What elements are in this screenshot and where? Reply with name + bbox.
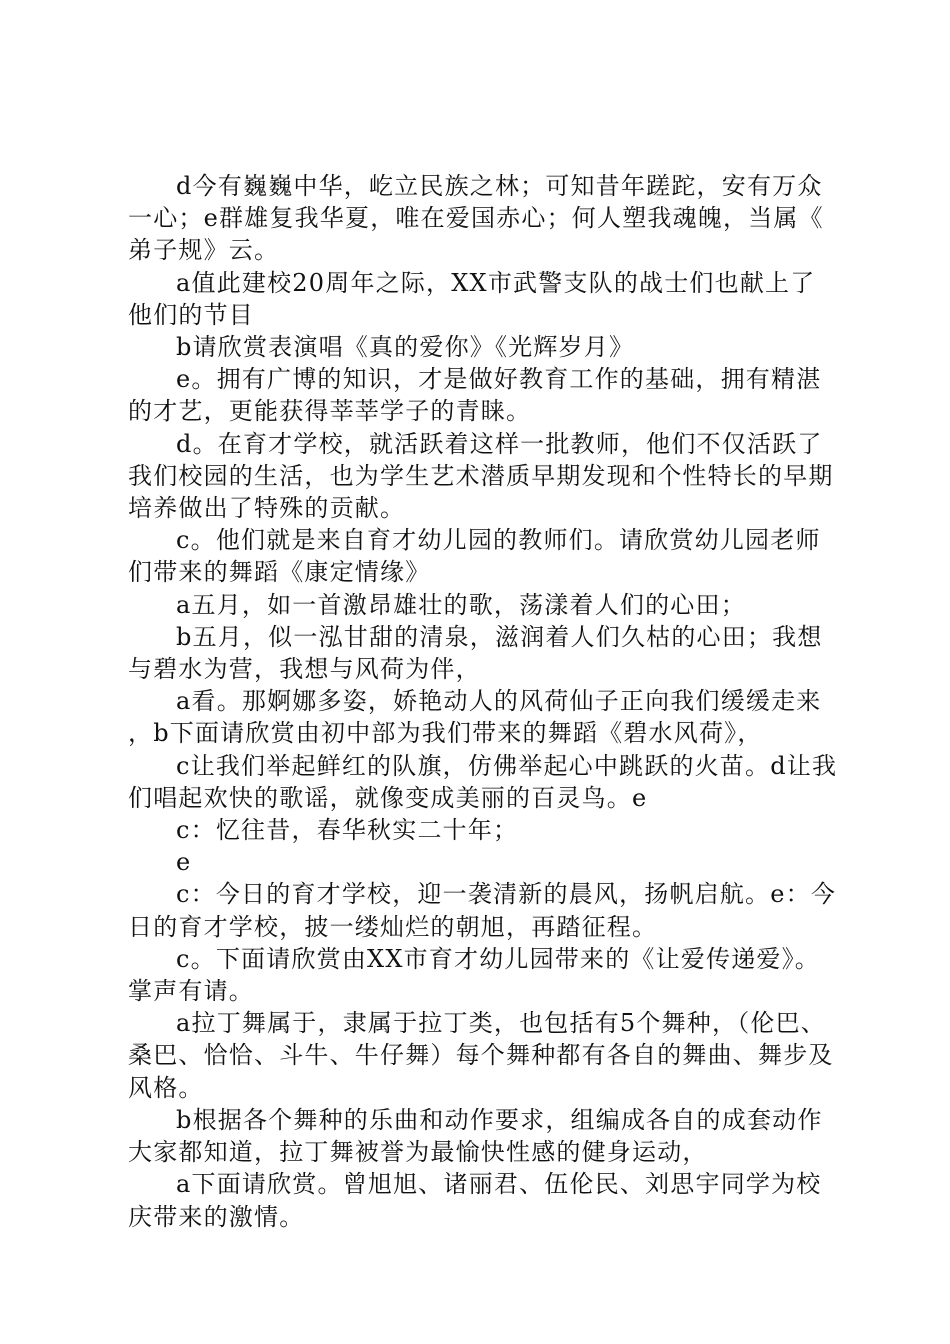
- paragraph: d今有巍巍中华，屹立民族之林；可知昔年蹉跎，安有万众一心；e群雄复我华夏，唯在爱国赤心；何人塑我魂魄，当属《弟子规》云。: [128, 172, 824, 265]
- paragraph: a拉丁舞属于，隶属于拉丁类，也包括有5个舞种，（伦巴、桑巴、恰恰、斗牛、牛仔舞）每个舞种都有各自的舞曲、舞步及风格。: [128, 1009, 834, 1102]
- paragraph: c让我们举起鲜红的队旗，仿佛举起心中跳跃的火苗。d让我们唱起欢快的歌谣，就像变成美丽的百灵鸟。e: [128, 751, 838, 812]
- paragraph: e: [176, 848, 192, 877]
- paragraph: b五月，似一泓甘甜的清泉，滋润着人们久枯的心田；我想与碧水为营，我想与风荷为伴，: [128, 622, 823, 684]
- paragraph: c：忆往昔，春华秋实二十年；: [176, 816, 519, 845]
- paragraph: e。拥有广博的知识，才是做好教育工作的基础，拥有精湛的才艺，更能获得莘莘学子的青睐。: [128, 365, 822, 426]
- paragraph: a下面请欣赏。曾旭旭、诸丽君、伍伦民、刘思宇同学为校庆带来的激情。: [128, 1170, 822, 1231]
- paragraph: a五月，如一首激昂雄壮的歌，荡漾着人们的心田；: [176, 590, 746, 619]
- paragraph: c：今日的育才学校，迎一袭清新的晨风，扬帆启航。e：今日的育才学校，披一缕灿烂的朝旭，再踏征程。: [128, 880, 837, 941]
- paragraph: b请欣赏表演唱《真的爱你》《光辉岁月》: [176, 333, 635, 362]
- paragraph: a看。那婀娜多姿，娇艳动人的风荷仙子正向我们缓缓走来，b下面请欣赏由初中部为我们带来的舞蹈《碧水风荷》，: [128, 687, 822, 748]
- document-body: [128, 170, 838, 1233]
- paragraph: c。下面请欣赏由XX市育才幼儿园带来的《让爱传递爱》。掌声有请。: [128, 944, 821, 1006]
- paragraph: b根据各个舞种的乐曲和动作要求，组编成各自的成套动作大家都知道，拉丁舞被誉为最愉快性感的健身运动，: [128, 1105, 823, 1167]
- paragraph: a值此建校20周年之际，XX市武警支队的战士们也献上了他们的节目: [128, 268, 816, 329]
- paragraph: c。他们就是来自育才幼儿园的教师们。请欣赏幼儿园老师们带来的舞蹈《康定情缘》: [128, 526, 821, 587]
- paragraph: d。在育才学校，就活跃着这样一批教师，他们不仅活跃了我们校园的生活，也为学生艺术潜质早期发现和个性特长的早期培养做出了特殊的贡献。: [128, 429, 834, 523]
